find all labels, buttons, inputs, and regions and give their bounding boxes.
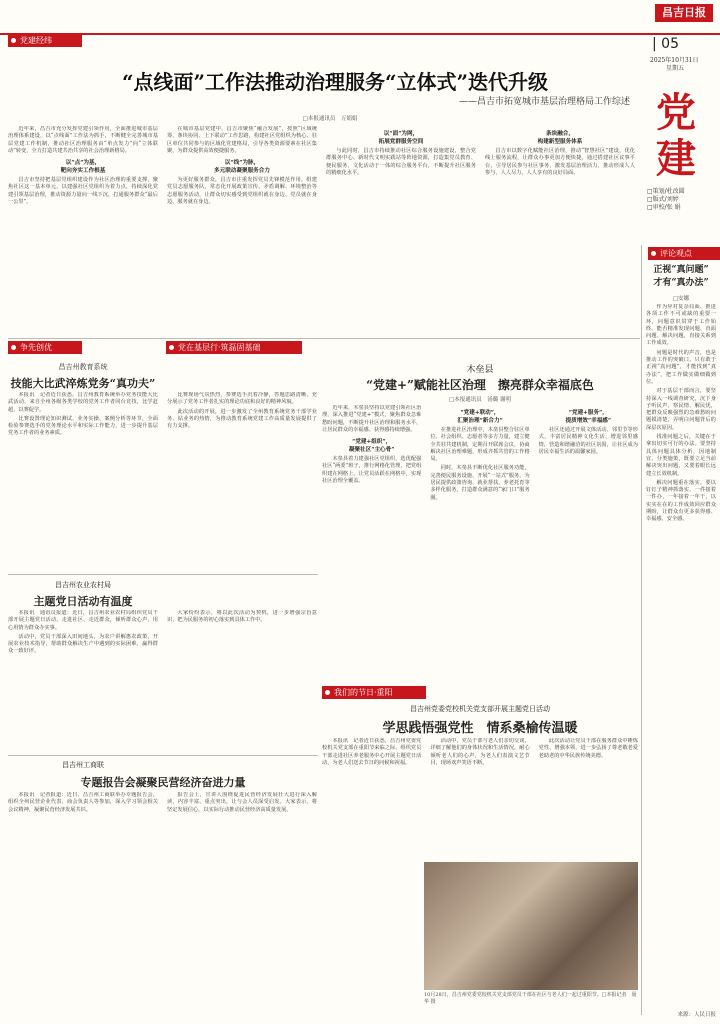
divider bbox=[8, 755, 318, 756]
editorial-paragraph: 解决问题重在落实。要以钉钉子精神抓落实，一件接着一件办，一年接着一年干，以实实在在的工作成效回应群众期盼，让群众有更多获得感、幸福感、安全感。 bbox=[646, 479, 716, 523]
biz-column bbox=[8, 792, 158, 1012]
sublead-title: “党建+”赋能社区治理 擦亮群众幸福底色 bbox=[366, 378, 594, 392]
editor-credit: □策划/杜改圆 bbox=[647, 188, 685, 195]
sublead-paragraph: 木垒县着力建强社区党组织，选优配强社区“两委”班子，推行网格化管理，把党组织建在网格上，让党员活跃在网格中，实现社区治理全覆盖。 bbox=[322, 456, 422, 485]
lead-body bbox=[8, 126, 640, 334]
lead-column bbox=[326, 126, 476, 334]
lead-column bbox=[167, 126, 317, 334]
sublead-paragraph: 近年来，木垒县坚持以党建引领社区治理，深入推进“党建+”模式，聚焦群众急难愁盼问题，不断提升社区治理和服务水平，让居民群众的幸福感、获得感持续增强。 bbox=[322, 405, 422, 433]
editor-credits bbox=[647, 188, 705, 212]
agri-body bbox=[8, 610, 318, 750]
section-tag-left: 争先创优 bbox=[8, 341, 82, 354]
edu-paragraph: 本报讯 记者近日获悉，昌吉州教育系统举办党务技能大比武活动，来自全州各级各类学校的党务工作者同台竞技，比学赶超、以赛促学。 bbox=[8, 392, 158, 413]
divider bbox=[8, 574, 318, 575]
agri-tag: 昌吉州农业农村局 bbox=[55, 581, 111, 589]
editorial-paragraph: 作为应对复杂局面、推进各项工作不可或缺的重要一环，问题意识贯穿于工作始终。能否精准发现问题、直面问题、解决问题，直接关系到工作成效。 bbox=[646, 304, 716, 347]
edu-body bbox=[8, 392, 318, 570]
page-number-value: 05 bbox=[661, 36, 679, 52]
holiday-body bbox=[322, 738, 638, 858]
editorial-body bbox=[646, 304, 716, 1000]
divider bbox=[641, 245, 642, 1015]
lead-paragraph: 在城市基层党建中，昌吉市聚焦“融合发展”，按照“区域统筹、条块协同、上下联动”工作思路，构建社区党组织为核心、驻区单位共同参与的区域化党建格局，引导各类资源要素在社区集聚，为群众提供高效便捷服务。 bbox=[167, 126, 317, 154]
lead-paragraph: 为更好服务群众，昌吉市注重发挥党员先锋模范作用，组建党员志愿服务队，常态化开展政策宣传、矛盾调解、环境整治等志愿服务活动，让群众切实感受到党组织就在身边、党员就在身边、服务就在身边。 bbox=[167, 177, 317, 206]
lead-subtitle: ——昌吉市拓宽城市基层治理格局工作综述 bbox=[458, 97, 630, 107]
editorial-paragraph: 问题是时代的声音，也是推动工作的突破口。只有敢于正视“真问题”，才能找到“真办法”，把工作做实做细做到位。 bbox=[646, 349, 716, 385]
lead-column bbox=[8, 126, 158, 334]
edu-tag: 昌吉州教育系统 bbox=[58, 363, 108, 371]
holiday-paragraph: 此次活动让党员干部在服务群众中锤炼党性、增强本领，进一步弘扬了尊老敬老爱老助老的中华民族传统美德。 bbox=[538, 738, 638, 759]
biz-tag: 昌吉州工商联 bbox=[62, 761, 104, 769]
edu-paragraph: 此次活动的开展，进一步激发了全州教育系统党务干部学业务、钻业务的热情，为推动教育系统党建工作高质量发展提供了有力支撑。 bbox=[167, 408, 317, 430]
lead-title: “点线面”工作法推动治理服务“立体式”迭代升级 bbox=[121, 70, 548, 94]
edu-paragraph: 比赛设置理论知识测试、业务实操、案例分析等环节，全面检验参赛选手的党务理论水平和实际工作能力，进一步提升基层党务工作者的业务素质。 bbox=[8, 415, 158, 437]
agri-paragraph: 活动中，党员干部深入田间地头，为农户讲解惠农政策，开展农业技术指导，帮助群众解决生产中遇到的实际困难，赢得群众一致好评。 bbox=[8, 633, 158, 655]
editor-credit: □版式/刘婷 bbox=[647, 196, 679, 203]
biz-paragraph: 本报讯 记者报道：近日，昌吉州工商联举办专题报告会，组织全州民营企业代表、商会负责人等参加，深入学习领会相关会议精神，凝聚民营经济发展共识。 bbox=[8, 792, 158, 813]
edu-title: 技能大比武淬炼党务“真功夫” bbox=[10, 377, 156, 390]
sublead-subhead: “党建+组织”， 凝聚社区“主心骨” bbox=[348, 439, 395, 454]
edu-column bbox=[167, 392, 317, 570]
editorial-paragraph: 对于基层干部而言，要坚持深入一线调查研究，沉下身子听民声、察民情、解民忧，把群众反映强烈的急难愁盼问题摸清楚，弄明白问题背后的深层次原因。 bbox=[646, 388, 716, 431]
editor-credit: □审校/张 娟 bbox=[647, 204, 681, 211]
lead-subhead: 以“线”为脉， 多元联动凝聚服务合力 bbox=[214, 160, 270, 175]
holiday-paragraph: 本报讯 记者近日获悉，昌吉州党委党校机关党支部在重阳节来临之际，组织党员干部走进社区养老服务中心开展主题党日活动，为老人们送去节日的问候和祝福。 bbox=[322, 738, 422, 766]
sublead-tag: 木垒县 bbox=[466, 365, 494, 375]
page-weekday: 星期五 bbox=[666, 65, 685, 72]
lead-subhead: 以“点”为基， 靶向夯实工作根基 bbox=[60, 160, 106, 175]
divider bbox=[8, 338, 640, 339]
biz-paragraph: 报告会上，宣讲人围绕促进民营经济发展壮大进行深入解读，内容丰富、重点突出，让与会人员深受启发。大家表示，将坚定发展信心，以实际行动推动民营经济高质量发展。 bbox=[167, 792, 317, 813]
agri-column bbox=[8, 610, 158, 750]
section-tag-middle: 党在基层行·筑磊固基础 bbox=[166, 341, 302, 354]
holiday-title: 学思践悟强党性 情系桑榆传温暖 bbox=[382, 721, 578, 736]
editorial-paragraph: 找准问题之后，关键在于拿出切实可行的办法。要坚持具体问题具体分析，因地制宜、分类施策，既要立足当前解决突出问题，又要着眼长远建立长效机制。 bbox=[646, 434, 716, 477]
holiday-kicker: 昌吉州党委党校机关党支部开展主题党日活动 bbox=[410, 705, 550, 713]
biz-column bbox=[167, 792, 317, 1012]
holiday-column bbox=[539, 738, 638, 858]
holiday-column bbox=[322, 738, 421, 858]
lead-paragraph: 近年来，昌吉市充分发挥党建引领作用，全面推进城市基层治理体系建设，以“点线面”工作法为抓手，不断健全完善城市基层党建工作机制，推动社区治理服务由“单点发力”向“立体联动”转变，全力打造共建共治共享的社会治理新格局。 bbox=[8, 126, 158, 154]
editorial-title: 正视“真问题” 才有“真办法” bbox=[653, 265, 709, 288]
sublead-subhead: “党建+联动”， 汇聚治理“新合力” bbox=[457, 410, 503, 424]
top-banner bbox=[0, 33, 720, 35]
lead-subhead: 以“面”为网， 拓展党群服务空间 bbox=[378, 131, 424, 145]
holiday-caption: 10月28日，昌吉州党委党校机关党支部党员干部在社区与老人们一起过重阳节。□本报记者 聂华 摄 bbox=[424, 992, 637, 1005]
sublead-body bbox=[322, 405, 638, 680]
agri-paragraph: 大家纷纷表示，将以此次活动为契机，进一步增强宗旨意识，把为民服务的初心落实到具体工作中。 bbox=[167, 610, 317, 624]
section-tag-top: 党建经纬 bbox=[8, 34, 82, 47]
edu-column bbox=[8, 392, 158, 570]
page-number: | 05 bbox=[652, 36, 679, 52]
lead-subhead: 条块融合， 构建新型服务体系 bbox=[537, 131, 583, 145]
section-tag-holiday: 我们的节日·重阳 bbox=[322, 686, 426, 699]
edu-paragraph: 比赛现场气氛热烈，参赛选手沉着冷静，答题思路清晰，充分展示了党务工作者扎实的理论功底和良好的精神风貌。 bbox=[167, 392, 317, 406]
section-tag-editorial: 评论观点 bbox=[648, 247, 720, 260]
source-note: 来源：人民日报 bbox=[677, 1012, 716, 1018]
lead-paragraph: 与此同时，昌吉市持续推动社区综合服务设施建设，整合党群服务中心、新时代文明实践站等阵地资源，打造集党员教育、便民服务、文化活动于一体的综合服务平台，不断提升社区服务的精细化水平。 bbox=[326, 148, 476, 176]
agri-paragraph: 本报讯 通讯员报道：近日，昌吉州农业农村局组织党员干部开展主题党日活动，走进社区、走近群众，倾听群众心声，用心用情为群众办实事。 bbox=[8, 610, 158, 631]
lead-paragraph: 昌吉市坚持把基层党组织建设作为社区治理的重要支撑，聚焦社区这一基本单元，以建强社区党组织为着力点，持续深化党建引领基层治理，推动资源力量向一线下沉，打通服务群众“最后一公里”。 bbox=[8, 177, 158, 206]
sublead-column bbox=[430, 405, 529, 680]
holiday-paragraph: 活动中，党员干部与老人们亲切交谈，详细了解他们的身体状况和生活情况，耐心倾听老人们的心声，为老人们表演文艺节目，现场欢声笑语不断。 bbox=[430, 738, 530, 766]
holiday-column bbox=[430, 738, 529, 858]
lead-byline: □本报通讯员 万娟娟 bbox=[302, 116, 358, 122]
biz-title: 专题报告会凝聚民营经济奋进力量 bbox=[80, 776, 246, 789]
page-date: 2025年10月31日 bbox=[650, 57, 699, 64]
side-banner bbox=[647, 90, 705, 212]
holiday-photo bbox=[424, 862, 638, 990]
biz-body bbox=[8, 792, 318, 1012]
lead-column bbox=[485, 126, 635, 334]
banner-char-2: 建 bbox=[656, 135, 696, 182]
masthead-logo: 昌吉日报 bbox=[655, 4, 713, 22]
sublead-byline: □本报通讯员 汤璐 谢明 bbox=[449, 397, 511, 403]
agri-column bbox=[167, 610, 317, 750]
editorial-byline: □安娜 bbox=[672, 296, 690, 302]
banner-char-1: 党 bbox=[656, 89, 696, 136]
sublead-column bbox=[539, 405, 638, 680]
sublead-paragraph: 在推进社区治理中，木垒县整合驻区单位、社会组织、志愿者等多方力量，建立健全共驻共建机制，定期召开联席会议，协商解决社区治理难题，形成齐抓共管的工作格局。 bbox=[430, 427, 530, 463]
agri-title: 主题党日活动有温度 bbox=[33, 595, 133, 608]
lead-paragraph: 昌吉市以数字化赋能社区治理，推动“智慧社区”建设，优化线上服务流程，让群众办事更加方便快捷。通过搭建社区议事平台，引导居民参与社区事务，激发基层治理活力，推动形成人人参与、人人尽力、人人享有的良好局面。 bbox=[485, 148, 635, 176]
sublead-subhead: “党建+服务”， 提质增效“幸福感” bbox=[565, 410, 612, 424]
sublead-paragraph: 社区还通过开展文体活动、邻里节等形式，丰富居民精神文化生活，增进邻里感情，营造和谐融洽的社区氛围，让社区成为居民幸福生活的温馨家园。 bbox=[538, 427, 638, 455]
sublead-column bbox=[322, 405, 421, 680]
sublead-paragraph: 同时，木垒县不断优化社区服务功能，完善便民服务设施，开展“一站式”服务，为居民提供政策咨询、就业帮扶、养老托育等多样化服务，打造群众满意的“家门口”服务圈。 bbox=[430, 465, 530, 501]
